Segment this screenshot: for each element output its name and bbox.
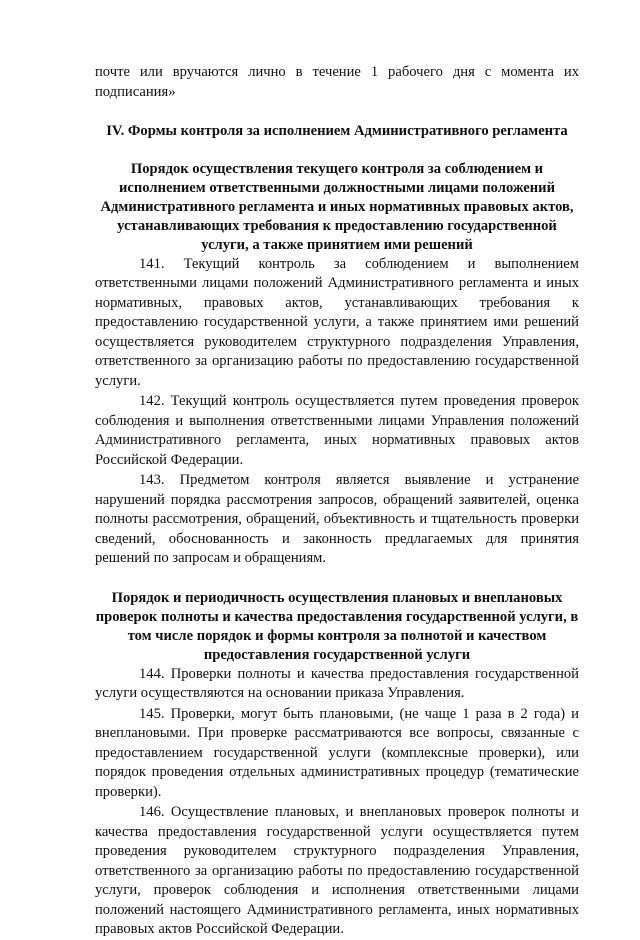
document-page [95,63,579,940]
paragraph-142: 142. Текущий контроль осуществляется путем проведения проверок соблюдения и выполнения ответственными лицами Управления положений Административного регламента, иных нормативных правовых актов Российской Федерации. [95,393,579,468]
subsection-title-current-control: Порядок осуществления текущего контроля за соблюдением и исполнением ответственными должностными лицами положений Административного регламента и иных нормативных правовых актов, устанавливающих требования к предоставлению государственной услуги, а также принятием ими решений [100,160,574,253]
subsection-title-inspections: Порядок и периодичность осуществления плановых и внеплановых проверок полноты и качества предоставления государственной услуги, в том числе порядок и формы контроля за полнотой и качеством предоставления государственной услуги [95,589,579,663]
intro-paragraph: почте или вручаются лично в течение 1 рабочего дня с момента их подписания» [95,64,579,100]
paragraph-143: 143. Предметом контроля является выявление и устранение нарушений порядка рассмотрения запросов, обращений заявителей, оценка полноты рассмотрения, обращений, объективность и тщательность проверки сведений, обоснованность и законность предлагаемых для принятия решений по запросам и обращениям. [95,472,579,566]
section-title: IV. Формы контроля за исполнением Административного регламента [106,123,568,139]
paragraph-144: 144. Проверки полноты и качества предоставления государственной услуги осуществляются на основании приказа Управления. [95,665,579,701]
paragraph-141: 141. Текущий контроль за соблюдением и выполнением ответственными лицами положений Административного регламента и иных нормативных, правовых актов, устанавливающих требования к предоставлению государственной услуги, а также принятием ими решений осуществляется руководителем структурного подразделения Управления, ответственного за организацию работы по предоставлению государственной услуги. [95,255,579,389]
paragraph-146: 146. Осуществление плановых, и внеплановых проверок полноты и качества предоставления государственной услуги осуществляется путем проведения руководителем структурного подразделения Управления, ответственного за организацию работы по предоставлению государственной услуги, проверок соблюдения и исполнения ответственными лицами положений настоящего Административного регламента, иных нормативных правовых актов Российской Федерации. [95,804,579,937]
paragraph-145: 145. Проверки, могут быть плановыми, (не чаще 1 раза в 2 года) и внеплановыми. При проверке рассматриваются все вопросы, связанные с предоставлением государственной услуги (комплексные проверки), или порядок проведения отдельных административных процедур (тематические проверки). [95,705,579,800]
